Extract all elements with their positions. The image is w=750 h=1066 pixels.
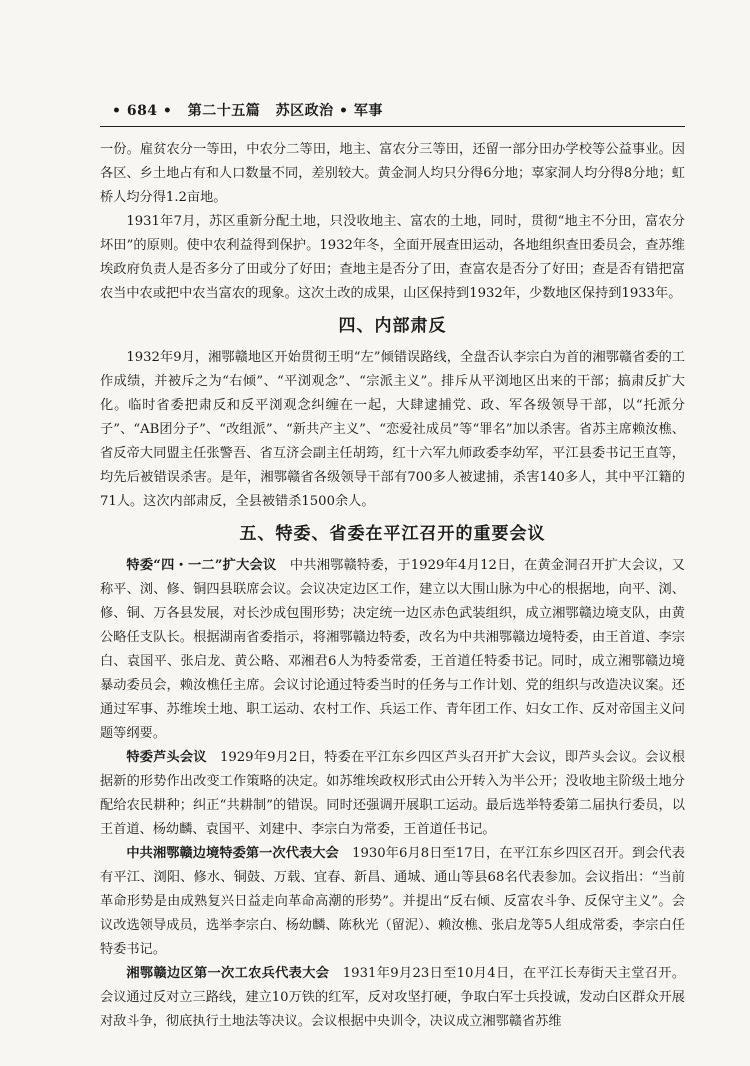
paragraph-purge: 1932年9月，湘鄂赣地区开始贯彻王明“左”倾错误路线，全盘否认李宗白为首的湘鄂赣省委的工作成绩，并被斥之为“右倾”、“平浏观念”、“宗派主义”。排斥从平浏地区出来的干部；搞肃反扩大化。临时省委把肃反和反平浏观念纠缠在一起，大肆逮捕党、政、军各级领导干部，以“托派分子”、“AB团分子”、“改组派”、“新共产主义”、“恋爱社成员”等“罪名”加以杀害。省苏主席赖汝樵、省反帝大同盟主任张警吾、省互济会副主任胡筠，红十六军九师政委李幼军，平江县委书记王直等，均先后被错误杀害。是年，湘鄂赣省各级领导干部有700多人被逮捕，杀害140多人，其中平江籍的71人。这次内部肃反，全县被错杀1500余人。 (100, 350, 685, 509)
meeting-title: 湘鄂赣边区第一次工农兵代表大会 (126, 966, 330, 981)
meeting-title: 特委“四・一二”扩大会议 (126, 558, 277, 573)
paragraph-land-redistribution: 1931年7月，苏区重新分配土地，只没收地主、富农的土地，同时，贯彻“地主不分田，富农分坏田”的原则。使中农利益得到保护。1932年冬，全面开展查田运动，各地组织查田委员会，查苏维埃政府负责人是否多分了田或分了好田；查地主是否分了田，查富农是否分了好田；查是否有错把富农当中农或把中农当富农的现象。这次土改的成果，山区保持到1932年，少数地区保持到1933年。 (100, 214, 685, 301)
meeting-item (100, 746, 685, 842)
chapter-label: 第二十五篇 (187, 103, 261, 119)
meeting-title: 特委芦头会议 (126, 750, 207, 765)
meeting-text: 1930年6月8日至17日，在平江东乡四区召开。到会代表有平江、浏阳、修水、铜鼓、万载、宜春、新昌、通城、通山等县68名代表参加。会议指出：“当前革命形势是由成熟复兴日益走向革命高潮的形势”。并提出“反右倾、反富农斗争、反保守主义”。会议改选领导成员，选举李宗白、杨幼麟、陈秋光（留泥）、赖汝樵、张启龙等5人组成常委，李宗白任特委书记。 (100, 846, 685, 957)
section-heading-5: 五、特委、省委在平江召开的重要会议 (239, 524, 546, 544)
section-heading-4: 四、内部肃反 (338, 316, 447, 336)
paragraph-continued: 一份。雇贫农分一等田，中农分二等田，地主、富农分三等田，还留一部分田办学校等公益事业。因各区、乡土地占有和人口数量不同，差别较大。黄金洞人均只分得6分地；辜家洞人均分得8分地；虹桥人均分得1.2亩地。 (100, 142, 685, 205)
meeting-item (100, 962, 685, 1034)
running-header (112, 100, 672, 120)
body-text (100, 138, 685, 1034)
header-rule (100, 126, 685, 127)
meeting-text: 1931年9月23日至10月4日，在平江长寿街天主堂召开。会议通过反对立三路线，建立10万铁的红军，反对攻坚打硬，争取白军士兵投诚，发动白区群众开展对敌斗争，彻底执行土地法等决议。会议根据中央训令，决议成立湘鄂赣省苏维 (100, 966, 686, 1029)
meeting-text: 中共湘鄂赣特委，于1929年4月12日，在黄金洞召开扩大会议，又称平、浏、修、铜四县联席会议。会议决定边区工作，建立以大围山脉为中心的根据地，向平、浏、修、铜、万各县发展，对长沙成包围形势；决定统一边区赤色武装组织，成立湘鄂赣边境支队，由黄公略任支队长。根据湖南省委指示，将湘鄂赣边特委，改名为中共湘鄂赣边境特委，由王首道、李宗白、袁国平、张启龙、黄公略、邓湘君6人为特委常委，王首道任特委书记。同时，成立湘鄂赣边境暴动委员会，赖汝樵任主席。会议讨论通过特委当时的任务与工作计划、党的组织与改造决议案。还通过军事、苏维埃土地、职工运动、农村工作、兵运工作、青年团工作、妇女工作、反对帝国主义问题等纲要。 (100, 558, 685, 741)
page-number: • 684 • (112, 103, 173, 119)
meeting-item (100, 842, 685, 962)
meeting-item (100, 554, 685, 746)
chapter-title: 苏区政治 • 军事 (275, 103, 383, 119)
meeting-title: 中共湘鄂赣边境特委第一次代表大会 (126, 846, 339, 861)
meeting-text: 1929年9月2日，特委在平江东乡四区芦头召开扩大会议，即芦头会议。会议根据新的形势作出改变工作策略的决定。如苏维埃政权形式由公开转入为半公开；没收地主阶级土地分配给农民耕种；纠正“共耕制”的错误。同时还强调开展职工运动。最后选举特委第二届执行委员，以王首道、杨幼麟、袁国平、刘建中、李宗白为常委，王首道任书记。 (100, 750, 686, 837)
